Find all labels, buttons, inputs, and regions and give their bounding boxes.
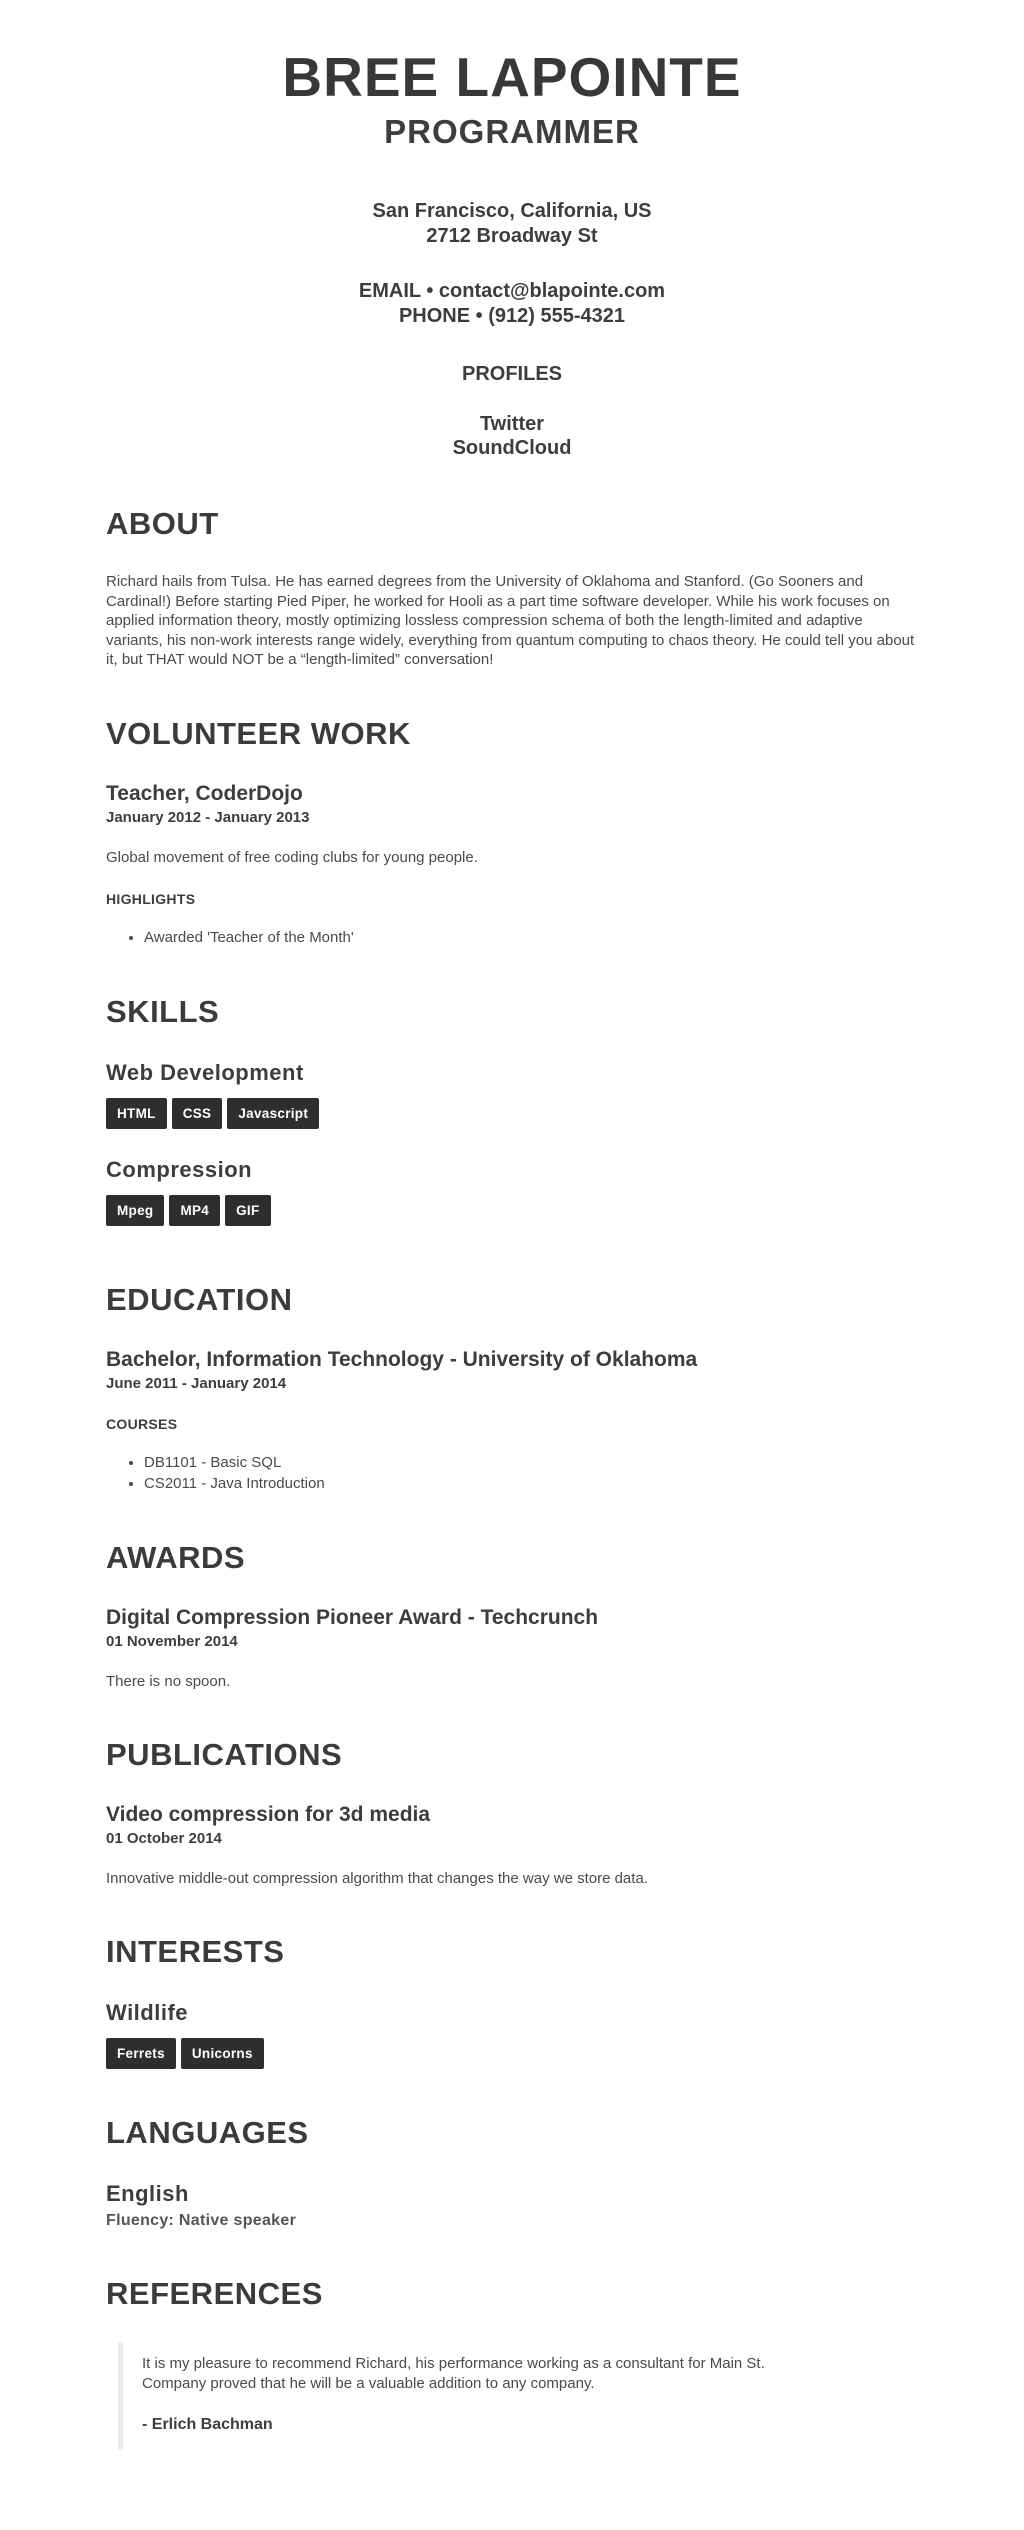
about-heading: ABOUT (106, 506, 219, 541)
phone-value: (912) 555-4321 (488, 305, 626, 327)
contact-block (106, 199, 918, 460)
award-item-date: 01 November 2014 (106, 1632, 238, 1650)
skill-group-compression (106, 1157, 918, 1226)
skills-heading: SKILLS (106, 993, 220, 1029)
section-about (106, 506, 918, 670)
skill-group-web-development (106, 1060, 918, 1129)
reference-author: - Erlich Bachman (142, 2416, 273, 2434)
contact-methods (106, 279, 918, 329)
location-line-1: San Francisco, California, US (372, 200, 652, 222)
interest-tag-row (106, 2038, 918, 2069)
courses-list (106, 1452, 918, 1494)
volunteer-item-title: Teacher, CoderDojo (106, 781, 303, 805)
courses-label: COURSES (106, 1415, 178, 1432)
volunteer-heading: VOLUNTEER WORK (106, 715, 411, 751)
language-item (106, 2181, 918, 2230)
profiles-list (106, 412, 918, 460)
references-heading: REFERENCES (106, 2276, 323, 2312)
interest-group-name: Wildlife (106, 2000, 189, 2026)
person-name: BREE LAPOINTE (282, 46, 742, 108)
highlights-list (106, 927, 918, 948)
education-item-dates: June 2011 - January 2014 (106, 1374, 287, 1392)
phone-line (106, 304, 918, 329)
language-fluency: Fluency: Native speaker (106, 2212, 297, 2230)
bottom-whitespace (106, 2450, 918, 2530)
publication-item (106, 1803, 918, 1888)
highlights-label: HIGHLIGHTS (106, 890, 196, 907)
resume-page (106, 0, 918, 2530)
education-item-title: Bachelor, Information Technology - University of Oklahoma (106, 1347, 698, 1371)
interest-group-wildlife (106, 2000, 918, 2069)
email-line (106, 279, 918, 304)
resume-header (106, 46, 918, 460)
skill-tag-row (106, 1195, 918, 1226)
volunteer-item-summary: Global movement of free coding clubs for young people. (106, 848, 478, 866)
skill-tag: Mpeg (106, 1195, 164, 1226)
email-label: EMAIL (358, 280, 421, 302)
interest-tag: Unicorns (181, 2038, 264, 2069)
reference-blockquote (118, 2342, 918, 2450)
course-item: • CS2011 - Java Introduction (144, 1473, 918, 1494)
reference-quote: It is my pleasure to recommend Richard, his performance working as a consultant for Main St. Company proved that he will be a valuable addition to any company. (142, 2355, 765, 2393)
profile-link-soundcloud[interactable]: SoundCloud (452, 437, 572, 459)
highlight-item: • Awarded 'Teacher of the Month' (144, 927, 918, 948)
email-value: contact@blapointe.com (438, 280, 666, 302)
awards-heading: AWARDS (106, 1539, 246, 1575)
section-references (106, 2276, 918, 2450)
education-item (106, 1348, 918, 1494)
language-name: English (106, 2181, 189, 2207)
skill-tag-row (106, 1098, 918, 1129)
award-item-summary: There is no spoon. (106, 1672, 231, 1690)
bullet-separator: • (426, 280, 434, 302)
section-skills (106, 994, 918, 1226)
volunteer-item-dates: January 2012 - January 2013 (106, 808, 310, 826)
course-item: • DB1101 - Basic SQL (144, 1452, 918, 1473)
interest-tag: Ferrets (106, 2038, 176, 2069)
publication-item-title: Video compression for 3d media (106, 1802, 431, 1826)
section-education (106, 1282, 918, 1494)
skill-tag: CSS (172, 1098, 223, 1129)
languages-heading: LANGUAGES (106, 2115, 309, 2151)
profile-link-twitter[interactable]: Twitter (479, 413, 545, 435)
section-volunteer-work (106, 716, 918, 948)
award-item-title: Digital Compression Pioneer Award - Techcrunch (106, 1605, 599, 1629)
section-publications (106, 1737, 918, 1888)
publication-item-summary: Innovative middle-out compression algorithm that changes the way we store data. (106, 1870, 648, 1888)
volunteer-item (106, 782, 918, 948)
skill-group-name: Web Development (106, 1059, 304, 1085)
about-body: Richard hails from Tulsa. He has earned degrees from the University of Oklahoma and Stanford. (Go Sooners and Cardinal!) Before starting Pied Piper, he worked for Hooli as a part time software developer. While his work focuses on applied information theory, mostly optimizing lossless compression schema of both the length-limited and adaptive variants, his non-work interests range widely, everything from quantum computing to chaos theory. He could tell you about it, but THAT would NOT be a “length-limited” conversation! (106, 573, 915, 668)
skill-group-name: Compression (106, 1156, 253, 1182)
skill-tag: GIF (225, 1195, 270, 1226)
phone-label: PHONE (398, 305, 471, 327)
skill-tag: MP4 (169, 1195, 220, 1226)
section-languages (106, 2115, 918, 2230)
publication-item-date: 01 October 2014 (106, 1830, 222, 1848)
person-job-title: PROGRAMMER (384, 113, 640, 150)
bullet-separator: • (475, 305, 483, 327)
skill-tag: HTML (106, 1098, 167, 1129)
location-line-2: 2712 Broadway St (426, 225, 598, 247)
award-item (106, 1606, 918, 1691)
section-interests (106, 1934, 918, 2069)
interests-heading: INTERESTS (106, 1934, 285, 1970)
publications-heading: PUBLICATIONS (106, 1736, 343, 1772)
skill-tag: Javascript (227, 1098, 319, 1129)
section-awards (106, 1540, 918, 1691)
education-heading: EDUCATION (106, 1281, 293, 1317)
profiles-label: PROFILES (461, 363, 562, 385)
